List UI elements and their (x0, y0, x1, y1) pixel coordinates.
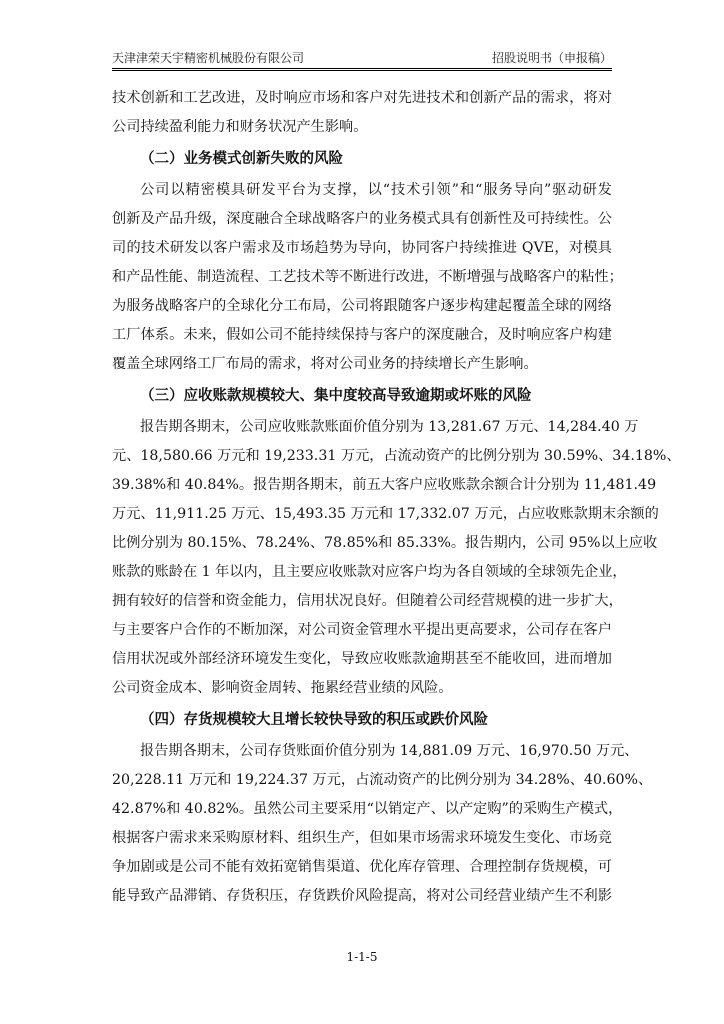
paragraph-line: 信用状况或外部经济环境发生变化，导致应收账款逾期甚至不能收回，进而增加 (112, 651, 612, 667)
section-heading-business-model-risk: （二）业务模式创新失败的风险 (140, 151, 343, 167)
header-divider-second (112, 70, 612, 71)
document-body (112, 84, 681, 911)
section-heading-inventory-risk: （四）存货规模较大且增长较快导致的积压或跌价风险 (140, 712, 488, 728)
paragraph-line: 技术创新和工艺改进，及时响应市场和客户对先进技术和创新产品的需求，将对 (112, 90, 612, 106)
paragraph-line: 报告期各期末，公司应收账款账面价值分别为 13,281.67 万元、14,284.40 万 (140, 419, 639, 435)
paragraph-line: 20,228.11 万元和 19,224.37 万元，占流动资产的比例分别为 34.28%、40.60%、 (112, 772, 653, 788)
receivables-risk-paragraph (112, 413, 681, 703)
header-document-type: 招股说明书（申报稿） (491, 51, 612, 65)
paragraph-line: 比例分别为 80.15%、78.24%、78.85%和 85.33%。报告期内，公司 95%以上应收 (112, 535, 658, 551)
paragraph-line: 争加剧或是公司不能有效拓宽销售渠道、优化库存管理、合理控制存货规模，可 (112, 859, 612, 875)
paragraph-line: 万元、11,911.25 万元、15,493.35 万元和 17,332.07 万元，占应收账款期末余额的 (112, 506, 659, 522)
paragraph-line: 公司以精密模具研发平台为支撑，以“技术引领”和“服务导向”驱动研发 (140, 182, 612, 198)
page-number: 1-1-5 (346, 950, 378, 964)
paragraph-line: 元、18,580.66 万元和 19,233.31 万元，占流动资产的比例分别为 30.59%、34.18%、 (112, 448, 681, 464)
paragraph-line: 公司资金成本、影响资金周转、拖累经营业绩的风险。 (112, 680, 453, 696)
header-divider (112, 68, 612, 69)
paragraph-line: 公司持续盈利能力和财务状况产生影响。 (112, 119, 368, 135)
paragraph-line: 39.38%和 40.84%。报告期各期末，前五大客户应收账款余额合计分别为 11,481.49 (112, 477, 657, 493)
section-heading-receivables-risk: （三）应收账款规模较大、集中度较高导致逾期或坏账的风险 (140, 388, 532, 404)
paragraph-line: 创新及产品升级，深度融合全球战略客户的业务模式具有创新性及可持续性。公 (112, 211, 612, 227)
paragraph-line: 和产品性能、制造流程、工艺技术等不断进行改进，不断增强与战略客户的粘性； (112, 269, 623, 285)
paragraph-line: 拥有较好的信誉和资金能力，信用状况良好。但随着公司经营规模的进一步扩大， (112, 593, 623, 609)
paragraph-line: 报告期各期末，公司存货账面价值分别为 14,881.09 万元、16,970.50 万元、 (140, 743, 639, 759)
paragraph-line: 司的技术研发以客户需求及市场趋势为导向，协同客户持续推进 QVE，对模具 (112, 240, 612, 256)
business-model-risk-paragraph (112, 176, 623, 379)
paragraph-line: 为服务战略客户的全球化分工布局，公司将跟随客户逐步构建起覆盖全球的网络 (112, 298, 612, 314)
paragraph-line: 根据客户需求来采购原材料、组织生产，但如果市场需求环境发生变化、市场竞 (112, 830, 612, 846)
paragraph-line: 工厂体系。未来，假如公司不能持续保持与客户的深度融合，及时响应客户构建 (112, 327, 612, 343)
inventory-risk-paragraph (112, 737, 653, 911)
paragraph-line: 覆盖全球网络工厂布局的需求，将对公司业务的持续增长产生影响。 (112, 356, 538, 372)
paragraph-line: 能导致产品滞销、存货积压，存货跌价风险提高，将对公司经营业绩产生不利影 (112, 888, 612, 904)
paragraph-line: 42.87%和 40.82%。虽然公司主要采用“以销定产、以产定购”的采购生产模式， (112, 801, 623, 817)
intro-paragraph (112, 84, 612, 142)
header-company-name: 天津津荣天宇精密机械股份有限公司 (112, 51, 305, 65)
paragraph-line: 账款的账龄在 1 年以内，且主要应收账款对应客户均为各自领域的全球领先企业， (112, 564, 627, 580)
paragraph-line: 与主要客户合作的不断加深，对公司资金管理水平提出更高要求，公司存在客户 (112, 622, 612, 638)
